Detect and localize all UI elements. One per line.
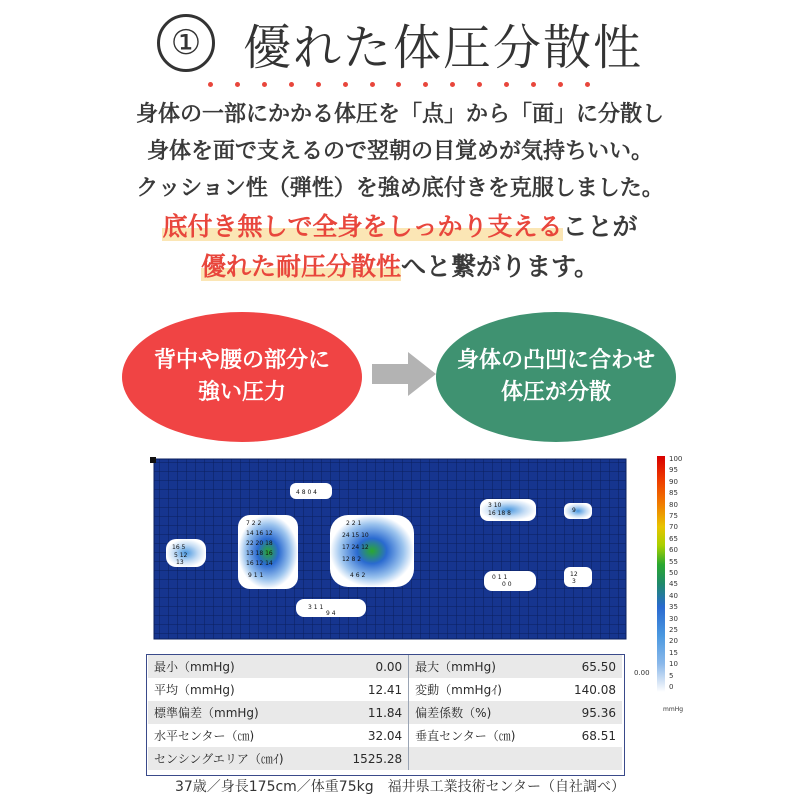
- problem-text-1: 背中や腰の部分に: [153, 348, 330, 373]
- scale-tick: 100: [669, 455, 683, 463]
- page-title: 優れた体圧分散性: [242, 19, 643, 76]
- stats-table: [148, 655, 622, 770]
- svg-text:13: 13: [176, 559, 184, 566]
- svg-text:12: 12: [570, 571, 578, 578]
- section-title: [0, 8, 800, 78]
- scale-tick: 25: [669, 626, 678, 634]
- description-line-4: [0, 207, 800, 247]
- pressure-map-image: [150, 453, 630, 643]
- scale-tick: 90: [669, 477, 678, 486]
- scale-tick: 15: [669, 648, 678, 657]
- svg-text:12 8 2: 12 8 2: [342, 556, 362, 563]
- svg-text:13 18 16: 13 18 16: [246, 550, 273, 557]
- stat-value: 68.51: [553, 724, 622, 747]
- svg-text:3 10: 3 10: [488, 502, 502, 509]
- scale-tick: 70: [669, 523, 678, 532]
- stat-label: [409, 747, 553, 770]
- table-row: [148, 747, 622, 770]
- svg-text:9 4: 9 4: [326, 610, 336, 617]
- scale-tick: 65: [669, 534, 678, 543]
- scale-tick: 45: [669, 580, 678, 589]
- table-row: [148, 678, 622, 701]
- scale-tick: 50: [669, 569, 678, 577]
- stat-label: 標準偏差（mmHg): [148, 701, 329, 724]
- stat-value: 140.08: [553, 678, 622, 701]
- arrow-right-icon: [372, 352, 436, 396]
- pressure-map: [150, 453, 630, 643]
- problem-bubble: [122, 312, 362, 442]
- stat-value: 11.84: [329, 701, 408, 724]
- stat-value: 1525.28: [329, 747, 408, 770]
- highlight-text-2: 優れた耐圧分散性: [200, 252, 401, 281]
- svg-text:4 6 2: 4 6 2: [350, 572, 366, 579]
- stat-label: 水平センター（㎝): [148, 724, 329, 747]
- color-scale: [655, 456, 715, 716]
- stat-value: 12.41: [329, 678, 408, 701]
- svg-text:0 0: 0 0: [502, 581, 512, 588]
- table-row: [148, 724, 622, 747]
- highlight-text-1: 底付き無しで全身をしっかり支える: [162, 212, 563, 241]
- svg-text:17 24 12: 17 24 12: [342, 544, 369, 551]
- scale-zero-label: 0.00: [634, 669, 650, 677]
- stat-label: 平均（mmHg): [148, 678, 329, 701]
- solution-bubble: [436, 312, 676, 442]
- scale-tick: 80: [669, 500, 678, 509]
- scale-tick: 10: [669, 660, 678, 669]
- svg-text:22 20 18: 22 20 18: [246, 540, 273, 547]
- scale-tick: 0: [669, 683, 674, 691]
- stat-value: 95.36: [553, 701, 622, 724]
- svg-text:9 1 1: 9 1 1: [248, 572, 264, 579]
- scale-tick: 5: [669, 671, 674, 680]
- scale-tick: 95: [669, 466, 678, 475]
- svg-text:9: 9: [572, 507, 576, 514]
- scale-tick: 75: [669, 512, 678, 520]
- scale-tick: 20: [669, 637, 678, 646]
- description-text-4: ことが: [562, 212, 638, 241]
- color-scale-bar: [657, 456, 665, 692]
- stat-label: 垂直センター（㎝): [409, 724, 553, 747]
- dotted-divider: [208, 82, 590, 90]
- stat-value: [553, 747, 622, 770]
- measurement-caption: 37歳／身長175cm／体重75kg 福井県工業技術センター（自社調べ）: [174, 779, 626, 795]
- svg-text:7 2 2: 7 2 2: [246, 520, 262, 527]
- scale-tick: 55: [669, 557, 678, 566]
- description-line-5: [0, 247, 800, 287]
- scale-tick: 30: [669, 614, 678, 623]
- description-line-1: 身体の一部にかかる体圧を「点」から「面」に分散し: [135, 102, 664, 127]
- solution-text-1: 身体の凸凹に合わせ: [456, 348, 655, 373]
- svg-text:0 1 1: 0 1 1: [492, 574, 508, 581]
- problem-text-2: 強い圧力: [197, 380, 286, 405]
- stat-value: 0.00: [329, 655, 408, 678]
- stat-value: 32.04: [329, 724, 408, 747]
- description-line-3: クッション性（弾性）を強め底付きを克服しました。: [136, 176, 664, 201]
- scale-tick: 85: [669, 489, 678, 498]
- description-line-2: 身体を面で支えるので翌朝の目覚めが気持ちいい。: [146, 139, 653, 164]
- svg-text:5 12: 5 12: [174, 552, 188, 559]
- scale-tick: 60: [669, 546, 678, 555]
- svg-text:3 1 1: 3 1 1: [308, 604, 324, 611]
- svg-text:3: 3: [572, 578, 576, 585]
- stat-label: 最小（mmHg): [148, 655, 329, 678]
- solution-text-2: 体圧が分散: [500, 380, 611, 405]
- scale-unit-label: mmHg: [663, 706, 684, 713]
- stat-value: 65.50: [553, 655, 622, 678]
- stat-label: センシングエリア（㎝ｲ): [148, 747, 329, 770]
- svg-text:4 8 0 4: 4 8 0 4: [296, 489, 317, 496]
- svg-text:16 5: 16 5: [172, 544, 186, 551]
- description-text-5: へと繋がります。: [401, 252, 600, 281]
- svg-text:16 18 8: 16 18 8: [488, 510, 511, 517]
- stat-label: 最大（mmHg): [409, 655, 553, 678]
- table-row: [148, 655, 622, 678]
- scale-tick: 35: [669, 603, 678, 612]
- table-row: [148, 701, 622, 724]
- svg-text:2 2 1: 2 2 1: [346, 520, 362, 527]
- scale-tick: 40: [669, 591, 678, 600]
- svg-text:16 12 14: 16 12 14: [246, 560, 273, 567]
- stat-label: 変動（mmHgｲ): [409, 678, 553, 701]
- stat-label: 偏差係数（%): [409, 701, 553, 724]
- svg-text:14 16 12: 14 16 12: [246, 530, 273, 537]
- section-number: ①: [157, 14, 215, 72]
- description: [0, 96, 800, 287]
- svg-text:24 15 10: 24 15 10: [342, 532, 369, 539]
